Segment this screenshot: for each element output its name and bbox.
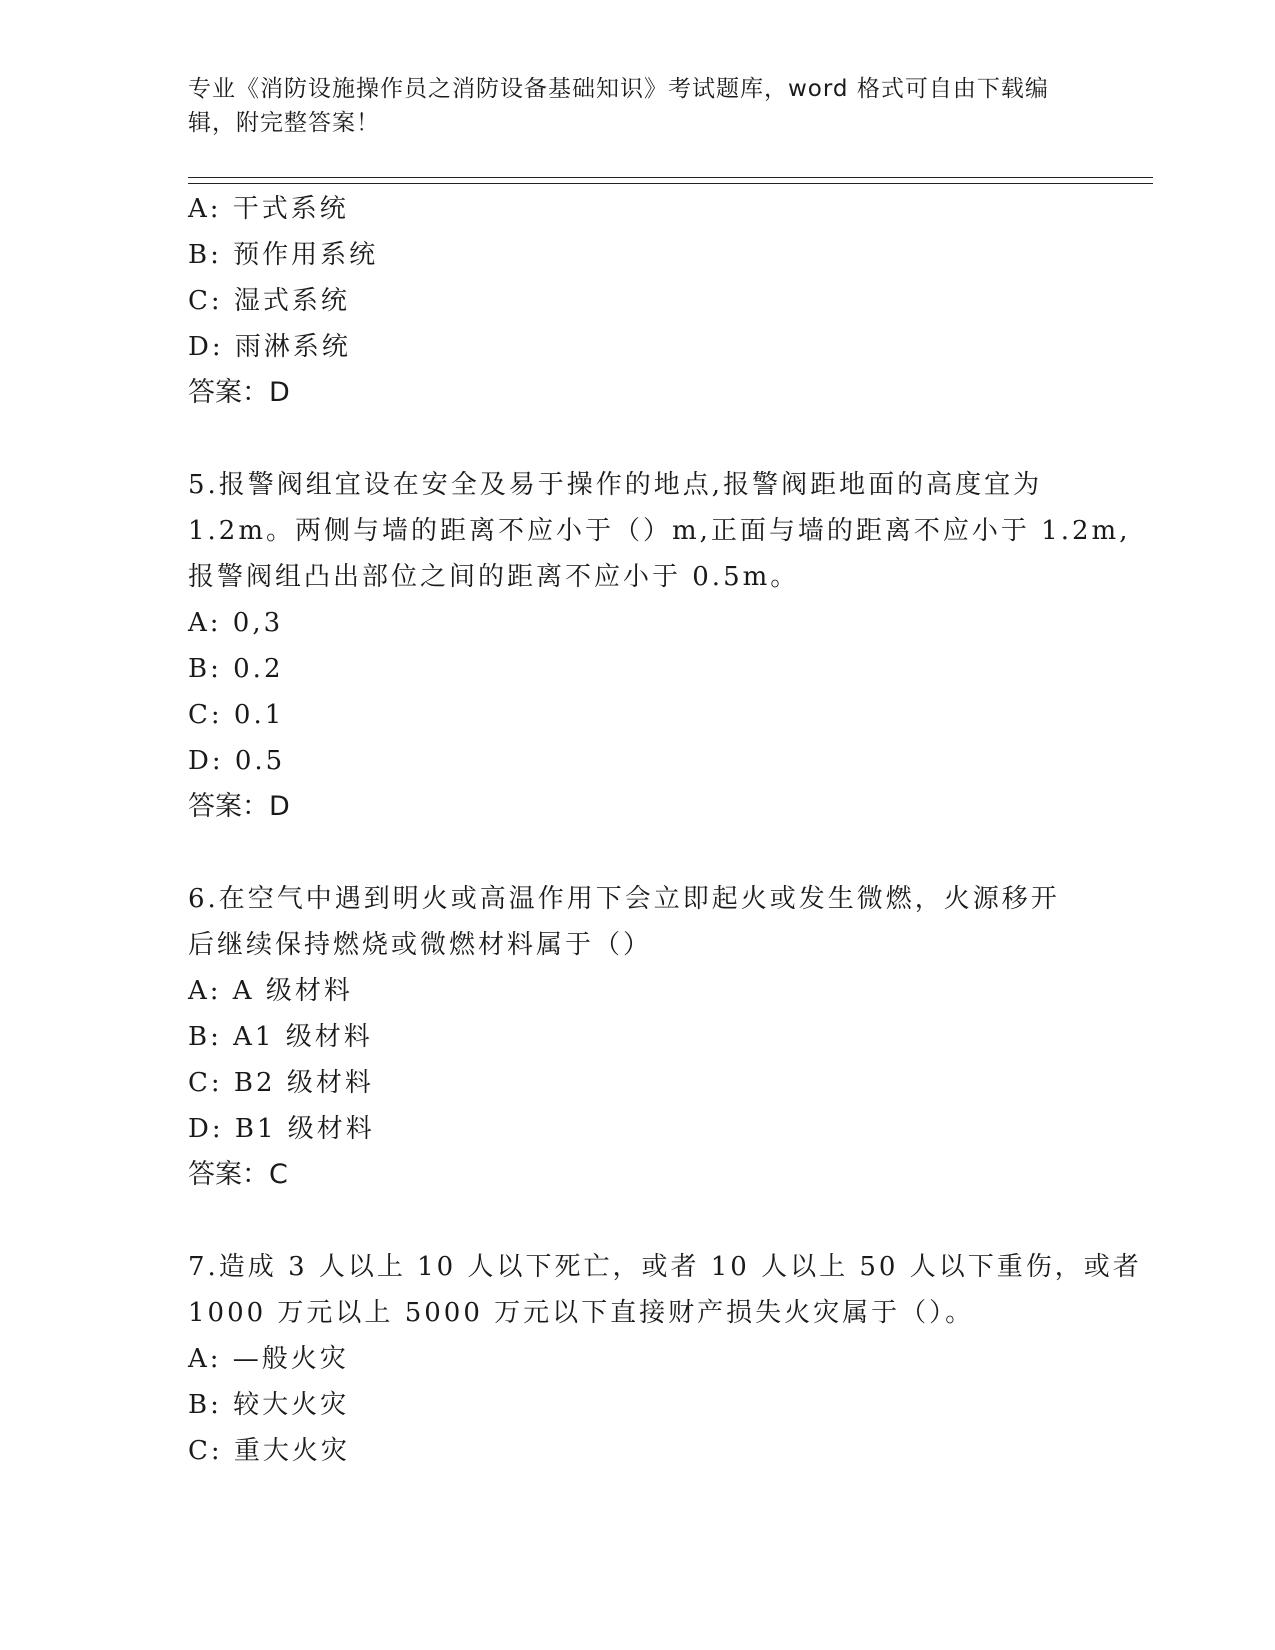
q6-answer: 答案：C [188,1159,288,1190]
q5-stem-line-1: 5.报警阀组宜设在安全及易于操作的地点,报警阀距地面的高度宜为 [188,470,1043,500]
q6-option-a: A: A 级材料 [188,976,353,1006]
q7-option-b: B: 较大火灾 [188,1390,350,1420]
q5-option-c: C: 0.1 [188,700,285,730]
question-4-block [188,186,1142,1474]
q6-stem-line-1: 6.在空气中遇到明火或高温作用下会立即起火或发生微燃，火源移开 [188,884,1060,914]
q5-option-b: B: 0.2 [188,654,284,684]
header-line-1: 专业《消防设施操作员之消防设备基础知识》考试题库，word 格式可自由下载编 [188,76,1049,102]
q5-option-a: A: 0,3 [188,608,284,638]
q4-answer: 答案：D [188,377,290,408]
document-header [188,72,1068,140]
q7-stem-line-1: 7.造成 3 人以上 10 人以下死亡，或者 10 人以上 50 人以下重伤，或者 [188,1252,1142,1282]
q6-stem-line-2: 后继续保持燃烧或微燃材料属于（） [188,930,653,960]
q4-option-c: C: 湿式系统 [188,286,350,316]
q5-stem-line-2: 1.2m。两侧与墙的距离不应小于（）m,正面与墙的距离不应小于 1.2m, [188,516,1131,546]
q5-answer: 答案：D [188,791,290,822]
q7-stem-line-2: 1000 万元以上 5000 万元以下直接财产损失火灾属于（）。 [188,1298,975,1328]
q6-option-b: B: A1 级材料 [188,1022,373,1052]
q4-option-b: B: 预作用系统 [188,240,379,270]
q5-stem-line-3: 报警阀组凸出部位之间的距离不应小于 0.5m。 [188,562,800,592]
q6-option-d: D: B1 级材料 [188,1114,375,1144]
spacer [188,1198,1088,1244]
q4-option-d: D: 雨淋系统 [188,332,351,362]
q4-option-a: A: 干式系统 [188,194,349,224]
header-divider-bottom [188,183,1153,184]
q7-option-a: A: —般火灾 [188,1344,349,1374]
spacer [188,416,1088,462]
q7-option-c: C: 重大火灾 [188,1436,350,1466]
q5-option-d: D: 0.5 [188,746,286,776]
header-line-2: 辑，附完整答案！ [188,110,380,136]
spacer [188,830,1088,876]
header-divider-top [188,177,1153,178]
q6-option-c: C: B2 级材料 [188,1068,374,1098]
